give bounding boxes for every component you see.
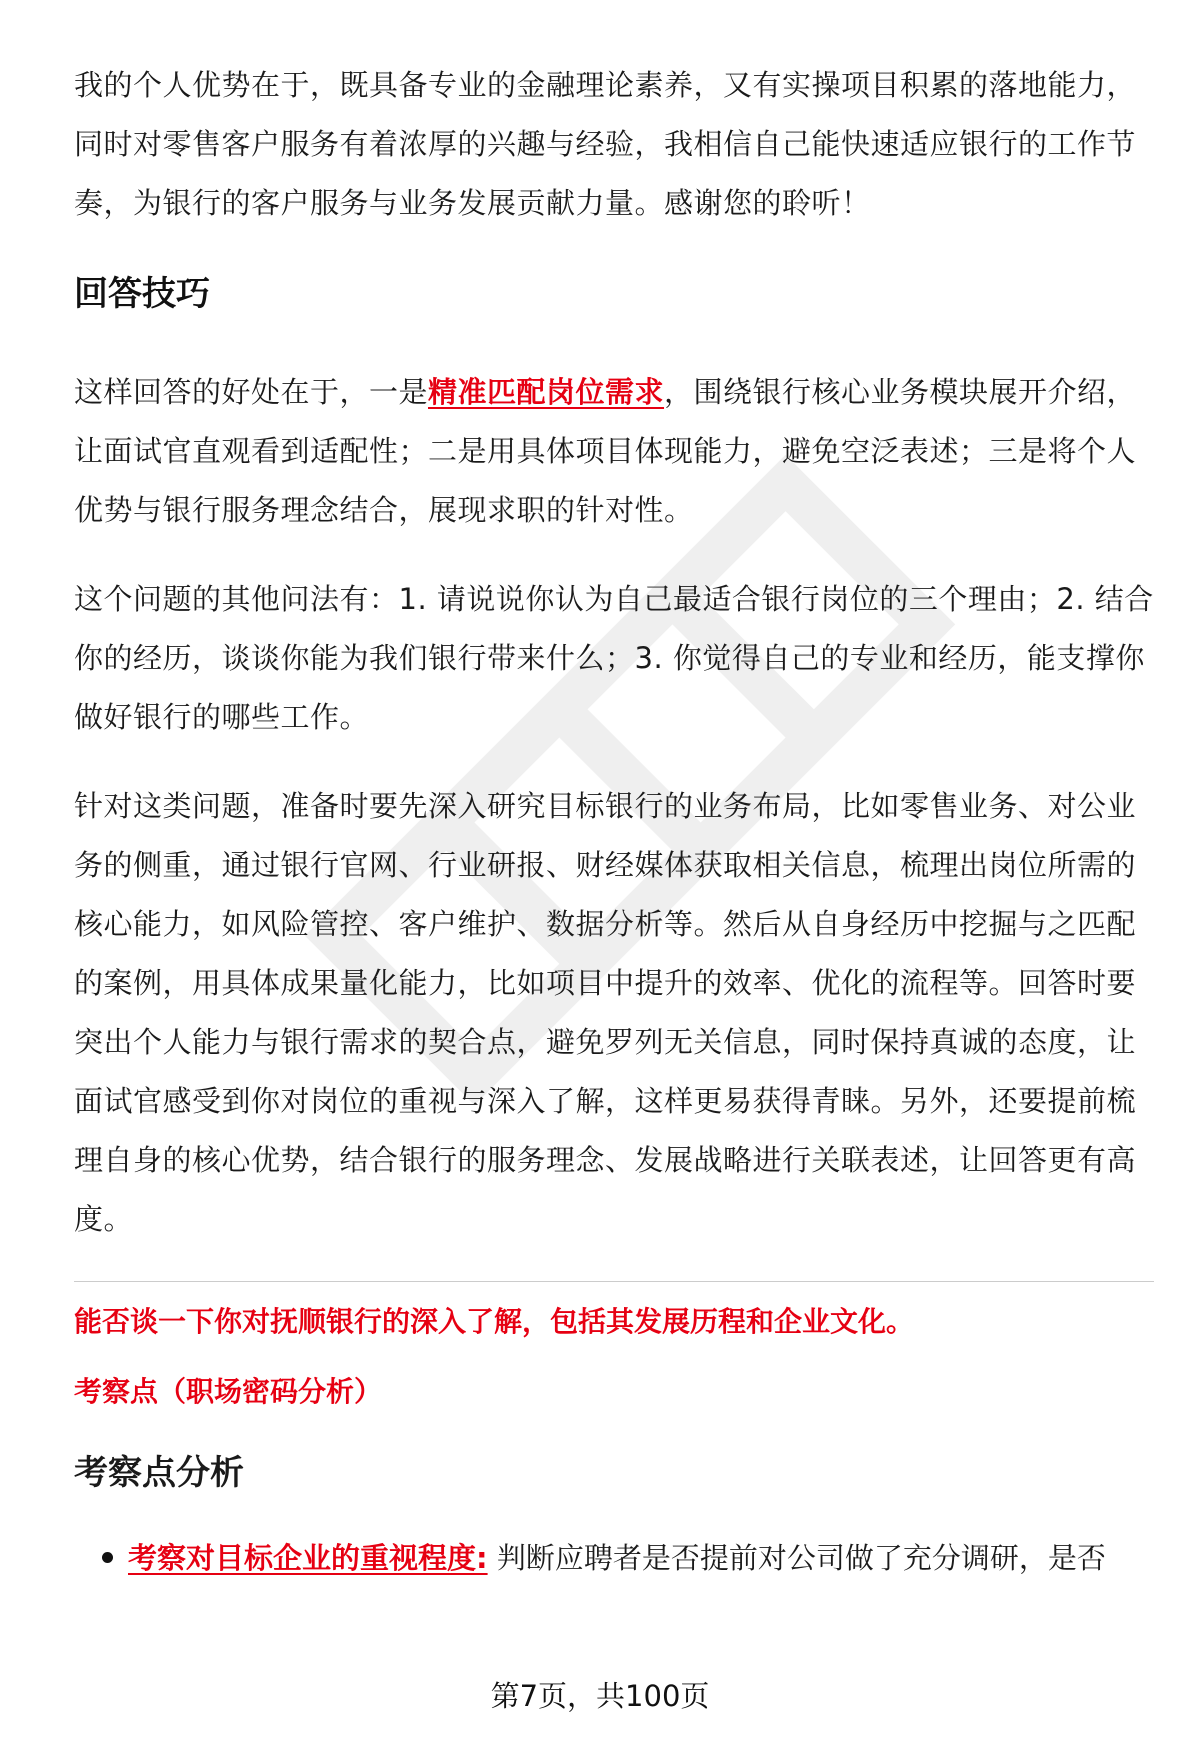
tips-heading: 回答技巧: [74, 274, 210, 314]
bullet-highlight: 考察对目标企业的重视程度:: [128, 1541, 488, 1575]
intro-paragraph: 我的个人优势在于，既具备专业的金融理论素养，又有实操项目积累的落地能力，同时对零售客户服务有着浓厚的兴趣与经验，我相信自己能快速适应银行的工作节奏，为银行的客户服务与业务发展贡献力量。感谢您的聆听！: [74, 68, 1137, 220]
question-heading: 能否谈一下你对抚顺银行的深入了解，包括其发展历程和企业文化。: [74, 1305, 915, 1338]
bullet-text: 判断应聘者是否提前对公司做了充分调研，是否: [487, 1541, 1106, 1575]
section-divider: [74, 1281, 1154, 1282]
tips-paragraph-3: 针对这类问题，准备时要先深入研究目标银行的业务布局，比如零售业务、对公业务的侧重，通过银行官网、行业研报、财经媒体获取相关信息，梳理出岗位所需的核心能力，如风险管控、客户维护、数据分析等。然后从自身经历中挖掘与之匹配的案例，用具体成果量化能力，比如项目中提升的效率、优化的流程等。回答时要突出个人能力与银行需求的契合点，避免罗列无关信息，同时保持真诚的态度，让面试官感受到你对岗位的重视与深入了解，这样更易获得青睐。另外，还要提前梳理自身的核心优势，结合银行的服务理念、发展战略进行关联表述，让回答更有高度。: [74, 789, 1137, 1236]
bullet-dot-icon: [102, 1552, 113, 1563]
tips-paragraph-1: [74, 363, 1154, 540]
tips-p1-highlight: 精准匹配岗位需求: [428, 375, 665, 409]
tips-p1-prefix: 这样回答的好处在于，一是: [74, 375, 429, 409]
exam-point-label: 考察点（职场密码分析）: [74, 1375, 383, 1408]
page-content: [74, 56, 1154, 1580]
tips-paragraph-2: 这个问题的其他问法有：1. 请说说你认为自己最适合银行岗位的三个理由；2. 结合你的经历，谈谈你能为我们银行带来什么；3. 你觉得自己的专业和经历，能支撑你做好银行的哪些工作。: [74, 582, 1154, 734]
tips-p1-suffix: ，围绕银行核心业务模块展开介绍，让面试官直观看到适配性；二是用具体项目体现能力，避免空泛表述；三是将个人优势与银行服务理念结合，展现求职的针对性。: [74, 375, 1137, 527]
analysis-bullet: [74, 1536, 1154, 1580]
analysis-heading: 考察点分析: [74, 1453, 244, 1493]
page-footer: 第7页，共100页: [490, 1679, 710, 1713]
